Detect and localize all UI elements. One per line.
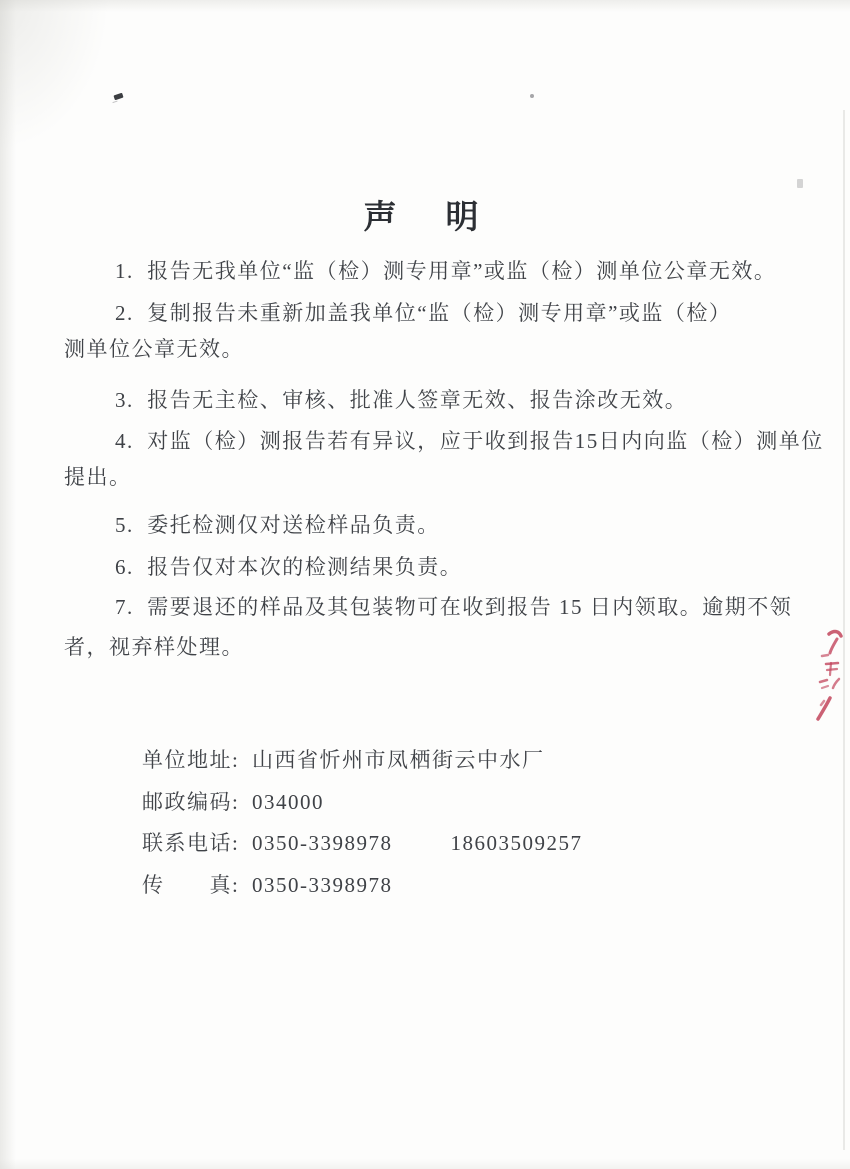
ink-speck [113, 93, 123, 101]
scan-edge-shading-left [0, 0, 16, 1169]
scan-edge-shading-top [0, 0, 850, 12]
contact-label: 传 真: [142, 873, 240, 897]
statement-line-4: 4. 对监（检）测报告若有异议，应于收到报告15日内向监（检）测单位 [115, 429, 824, 453]
statement-line-7: 7. 需要退还的样品及其包装物可在收到报告 15 日内领取。逾期不领 [115, 595, 793, 619]
contact-label: 联系电话: [142, 831, 240, 855]
statement-line-2b: 测单位公章无效。 [64, 337, 244, 361]
contact-label: 邮政编码: [142, 790, 240, 814]
scan-edge-shading-bottom [0, 1159, 850, 1169]
ink-speck [797, 179, 803, 188]
contact-label: 单位地址: [142, 748, 240, 772]
statement-line-4b: 提出。 [64, 465, 132, 489]
contact-value: 034000 [252, 790, 324, 814]
contact-row-fax [115, 840, 735, 930]
contact-value-mobile: 18603509257 [450, 831, 583, 855]
contact-value: 0350-3398978 [252, 831, 393, 855]
statement-line-5: 5. 委托检测仅对送检样品负责。 [115, 513, 440, 537]
ink-speck [530, 94, 534, 98]
contact-value: 0350-3398978 [252, 873, 393, 897]
statement-line-1: 1. 报告无我单位“监（检）测专用章”或监（检）测单位公章无效。 [115, 259, 777, 283]
page-title: 声 明 [363, 200, 487, 236]
statement-line-7b: 者，视弃样处理。 [64, 635, 244, 659]
statement-line-2: 2. 复制报告未重新加盖我单位“监（检）测专用章”或监（检） [115, 301, 732, 325]
contact-value: 山西省忻州市凤栖街云中水厂 [252, 748, 545, 772]
statement-line-6: 6. 报告仅对本次的检测结果负责。 [115, 555, 463, 579]
statement-line-3: 3. 报告无主检、审核、批准人签章无效、报告涂改无效。 [115, 388, 688, 412]
scan-edge-shading-corner [0, 0, 110, 150]
